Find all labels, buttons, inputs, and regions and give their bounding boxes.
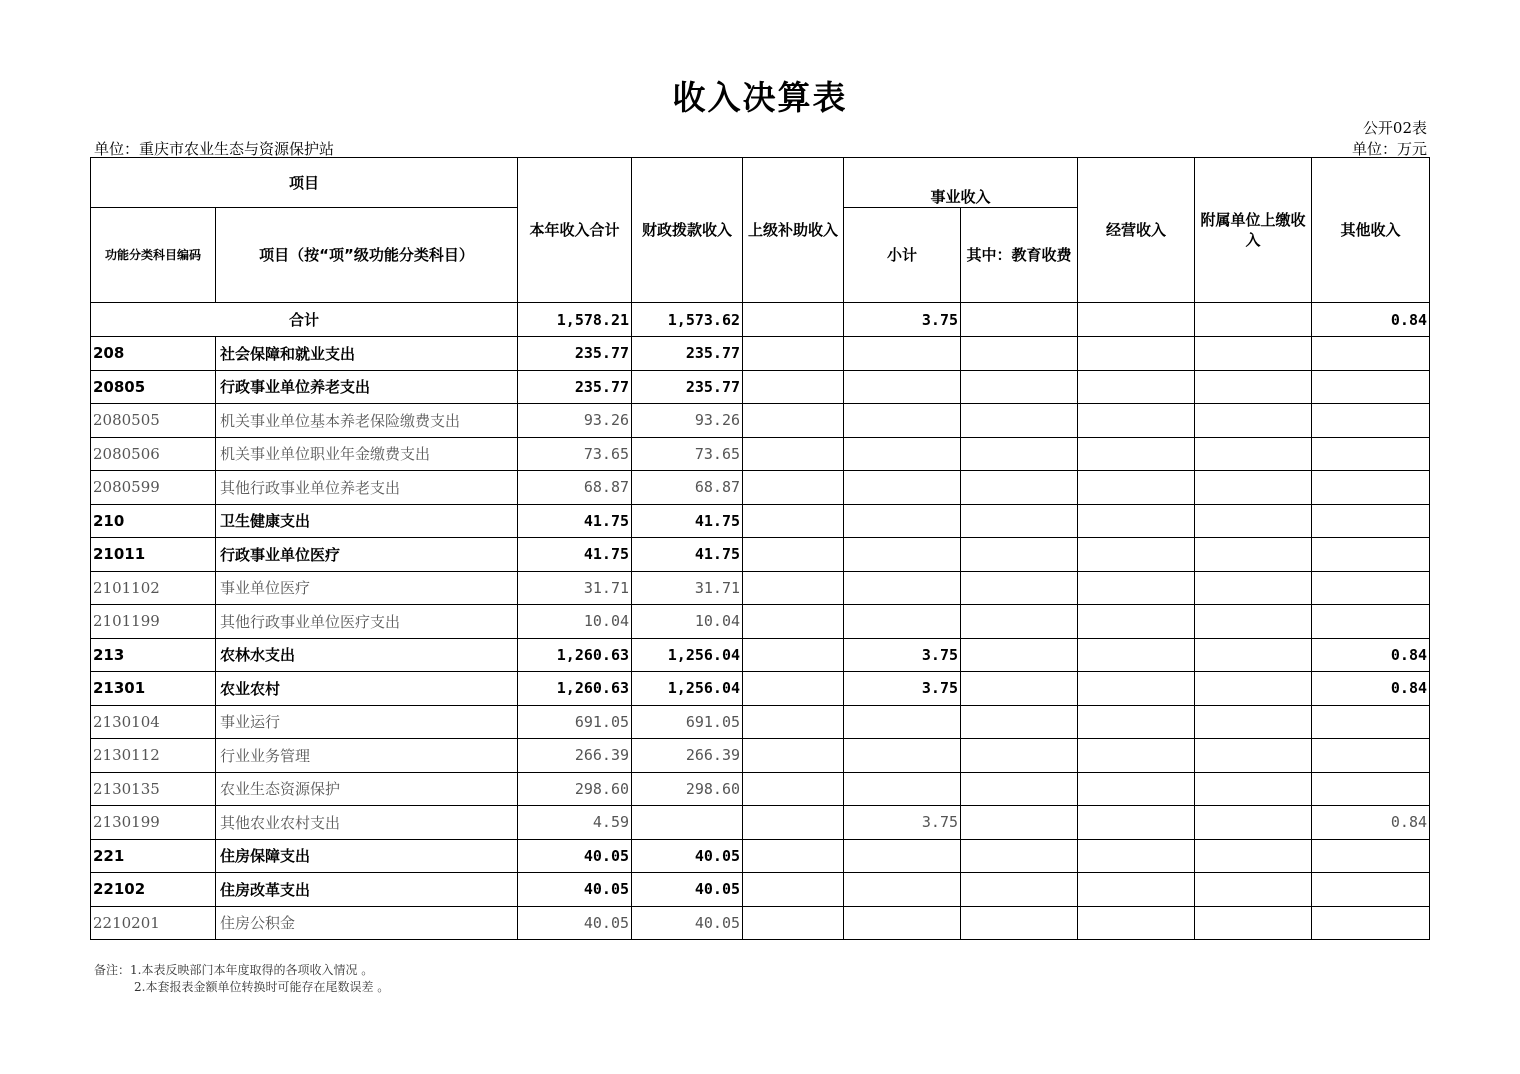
other-cell	[1312, 538, 1430, 572]
table-row	[91, 471, 1430, 505]
table-row	[91, 672, 1430, 706]
name-cell: 行政事业单位医疗	[216, 538, 518, 572]
affiliated-cell	[1195, 337, 1312, 371]
operating-cell	[1078, 672, 1195, 706]
fiscal-cell: 40.05	[632, 873, 743, 907]
name-cell: 农林水支出	[216, 638, 518, 672]
operating-cell	[1078, 504, 1195, 538]
affiliated-cell	[1195, 672, 1312, 706]
fiscal-cell: 10.04	[632, 605, 743, 639]
fiscal-cell: 73.65	[632, 437, 743, 471]
superior-cell	[743, 739, 844, 773]
superior-cell	[743, 538, 844, 572]
education-cell	[961, 370, 1078, 404]
fiscal-cell: 235.77	[632, 370, 743, 404]
header-operating: 经营收入	[1078, 158, 1195, 303]
fiscal-cell: 68.87	[632, 471, 743, 505]
table-row	[91, 504, 1430, 538]
name-cell: 事业运行	[216, 705, 518, 739]
subtotal-cell: 3.75	[844, 806, 961, 840]
code-cell: 2130112	[91, 739, 216, 773]
affiliated-cell	[1195, 739, 1312, 773]
superior-cell	[743, 772, 844, 806]
subtotal-cell	[844, 605, 961, 639]
operating-cell	[1078, 571, 1195, 605]
operating-cell	[1078, 873, 1195, 907]
subtotal-cell	[844, 739, 961, 773]
affiliated-cell	[1195, 839, 1312, 873]
income-table	[90, 157, 1430, 940]
other-cell	[1312, 605, 1430, 639]
affiliated-cell	[1195, 471, 1312, 505]
operating-cell	[1078, 605, 1195, 639]
code-cell: 2130199	[91, 806, 216, 840]
total-cell: 691.05	[518, 705, 632, 739]
page-title: 收入决算表	[672, 78, 848, 117]
name-cell: 农业农村	[216, 672, 518, 706]
other-cell	[1312, 705, 1430, 739]
operating-cell	[1078, 906, 1195, 940]
table-row	[91, 638, 1430, 672]
education-cell	[961, 672, 1078, 706]
fiscal-cell: 31.71	[632, 571, 743, 605]
total-cell: 1,578.21	[518, 303, 632, 337]
name-cell: 其他行政事业单位医疗支出	[216, 605, 518, 639]
subtotal-cell: 3.75	[844, 303, 961, 337]
total-cell: 1,260.63	[518, 672, 632, 706]
education-cell	[961, 437, 1078, 471]
table-row	[91, 873, 1430, 907]
operating-cell	[1078, 705, 1195, 739]
education-cell	[961, 504, 1078, 538]
other-cell	[1312, 504, 1430, 538]
subtotal-cell	[844, 404, 961, 438]
superior-cell	[743, 571, 844, 605]
table-row	[91, 772, 1430, 806]
fiscal-cell: 1,573.62	[632, 303, 743, 337]
code-cell: 213	[91, 638, 216, 672]
total-cell: 10.04	[518, 605, 632, 639]
subtotal-cell	[844, 873, 961, 907]
total-cell: 4.59	[518, 806, 632, 840]
operating-cell	[1078, 638, 1195, 672]
other-cell: 0.84	[1312, 672, 1430, 706]
table-row	[91, 705, 1430, 739]
total-cell: 41.75	[518, 504, 632, 538]
education-cell	[961, 337, 1078, 371]
fiscal-cell: 691.05	[632, 705, 743, 739]
fiscal-cell: 41.75	[632, 538, 743, 572]
operating-cell	[1078, 538, 1195, 572]
subtotal-cell	[844, 471, 961, 505]
other-cell	[1312, 404, 1430, 438]
affiliated-cell	[1195, 504, 1312, 538]
other-cell	[1312, 337, 1430, 371]
header-superior: 上级补助收入	[743, 158, 844, 303]
superior-cell	[743, 705, 844, 739]
table-row	[91, 370, 1430, 404]
table-row	[91, 404, 1430, 438]
other-cell	[1312, 471, 1430, 505]
other-cell	[1312, 739, 1430, 773]
code-cell: 2080506	[91, 437, 216, 471]
affiliated-cell	[1195, 772, 1312, 806]
other-cell	[1312, 571, 1430, 605]
education-cell	[961, 638, 1078, 672]
education-cell	[961, 538, 1078, 572]
operating-cell	[1078, 806, 1195, 840]
total-cell: 41.75	[518, 538, 632, 572]
affiliated-cell	[1195, 638, 1312, 672]
total-cell: 93.26	[518, 404, 632, 438]
superior-cell	[743, 806, 844, 840]
note-line-1: 备注：1.本表反映部门本年度取得的各项收入情况 。	[94, 963, 374, 977]
affiliated-cell	[1195, 538, 1312, 572]
code-cell: 2080599	[91, 471, 216, 505]
total-cell: 31.71	[518, 571, 632, 605]
education-cell	[961, 471, 1078, 505]
form-number: 公开02表	[1362, 119, 1427, 137]
table-row	[91, 437, 1430, 471]
education-cell	[961, 739, 1078, 773]
superior-cell	[743, 504, 844, 538]
name-cell: 住房改革支出	[216, 873, 518, 907]
education-cell	[961, 571, 1078, 605]
name-cell: 卫生健康支出	[216, 504, 518, 538]
education-cell	[961, 705, 1078, 739]
header-name: 项目（按“项”级功能分类科目）	[216, 208, 518, 303]
superior-cell	[743, 303, 844, 337]
table-row	[91, 337, 1430, 371]
superior-cell	[743, 873, 844, 907]
other-cell	[1312, 772, 1430, 806]
education-cell	[961, 873, 1078, 907]
code-cell: 2210201	[91, 906, 216, 940]
education-cell	[961, 772, 1078, 806]
education-cell	[961, 906, 1078, 940]
header-item: 项目	[91, 158, 518, 208]
subtotal-cell: 3.75	[844, 672, 961, 706]
operating-cell	[1078, 839, 1195, 873]
affiliated-cell	[1195, 571, 1312, 605]
unit-currency: 单位：万元	[1351, 140, 1427, 158]
affiliated-cell	[1195, 404, 1312, 438]
code-cell: 208	[91, 337, 216, 371]
subtotal-cell	[844, 772, 961, 806]
total-row	[91, 303, 1430, 337]
affiliated-cell	[1195, 806, 1312, 840]
operating-cell	[1078, 739, 1195, 773]
fiscal-cell: 1,256.04	[632, 672, 743, 706]
total-cell: 40.05	[518, 873, 632, 907]
total-label: 合计	[91, 303, 518, 337]
subtotal-cell	[844, 571, 961, 605]
operating-cell	[1078, 337, 1195, 371]
fiscal-cell: 41.75	[632, 504, 743, 538]
code-cell: 2080505	[91, 404, 216, 438]
operating-cell	[1078, 404, 1195, 438]
total-cell: 40.05	[518, 839, 632, 873]
operating-cell	[1078, 471, 1195, 505]
superior-cell	[743, 672, 844, 706]
code-cell: 2101199	[91, 605, 216, 639]
operating-cell	[1078, 437, 1195, 471]
header-subtotal: 小计	[844, 208, 961, 303]
total-cell: 266.39	[518, 739, 632, 773]
subtotal-cell	[844, 337, 961, 371]
header-total: 本年收入合计	[518, 158, 632, 303]
header-business-income: 事业收入	[844, 158, 1078, 208]
header-other: 其他收入	[1312, 158, 1430, 303]
table-row	[91, 906, 1430, 940]
superior-cell	[743, 437, 844, 471]
fiscal-cell: 298.60	[632, 772, 743, 806]
other-cell: 0.84	[1312, 806, 1430, 840]
affiliated-cell	[1195, 705, 1312, 739]
code-cell: 22102	[91, 873, 216, 907]
affiliated-cell	[1195, 437, 1312, 471]
total-cell: 40.05	[518, 906, 632, 940]
code-cell: 2130135	[91, 772, 216, 806]
name-cell: 其他农业农村支出	[216, 806, 518, 840]
total-cell: 235.77	[518, 337, 632, 371]
affiliated-cell	[1195, 303, 1312, 337]
subtotal-cell	[844, 906, 961, 940]
name-cell: 农业生态资源保护	[216, 772, 518, 806]
code-cell: 221	[91, 839, 216, 873]
subtotal-cell: 3.75	[844, 638, 961, 672]
superior-cell	[743, 839, 844, 873]
name-cell: 社会保障和就业支出	[216, 337, 518, 371]
table-header	[91, 158, 1430, 303]
notes	[94, 962, 389, 996]
total-cell: 68.87	[518, 471, 632, 505]
header-fiscal: 财政拨款收入	[632, 158, 743, 303]
operating-cell	[1078, 303, 1195, 337]
name-cell: 机关事业单位基本养老保险缴费支出	[216, 404, 518, 438]
note-line-2: 2.本套报表金额单位转换时可能存在尾数误差 。	[134, 980, 390, 994]
other-cell	[1312, 370, 1430, 404]
code-cell: 21011	[91, 538, 216, 572]
code-cell: 21301	[91, 672, 216, 706]
name-cell: 其他行政事业单位养老支出	[216, 471, 518, 505]
affiliated-cell	[1195, 370, 1312, 404]
header-education: 其中：教育收费	[961, 208, 1078, 303]
table-row	[91, 739, 1430, 773]
fiscal-cell: 1,256.04	[632, 638, 743, 672]
name-cell: 行政事业单位养老支出	[216, 370, 518, 404]
operating-cell	[1078, 370, 1195, 404]
name-cell: 机关事业单位职业年金缴费支出	[216, 437, 518, 471]
name-cell: 住房公积金	[216, 906, 518, 940]
education-cell	[961, 605, 1078, 639]
subtotal-cell	[844, 370, 961, 404]
fiscal-cell: 266.39	[632, 739, 743, 773]
other-cell	[1312, 873, 1430, 907]
superior-cell	[743, 404, 844, 438]
unit-organization: 单位：重庆市农业生态与资源保护站	[94, 140, 335, 158]
education-cell	[961, 303, 1078, 337]
total-cell: 235.77	[518, 370, 632, 404]
superior-cell	[743, 906, 844, 940]
header-code: 功能分类科目编码	[91, 208, 216, 303]
code-cell: 2130104	[91, 705, 216, 739]
affiliated-cell	[1195, 906, 1312, 940]
fiscal-cell: 235.77	[632, 337, 743, 371]
fiscal-cell: 40.05	[632, 906, 743, 940]
superior-cell	[743, 471, 844, 505]
code-cell: 20805	[91, 370, 216, 404]
total-cell: 73.65	[518, 437, 632, 471]
education-cell	[961, 839, 1078, 873]
name-cell: 事业单位医疗	[216, 571, 518, 605]
affiliated-cell	[1195, 605, 1312, 639]
table-row	[91, 571, 1430, 605]
table-row	[91, 839, 1430, 873]
subtotal-cell	[844, 839, 961, 873]
name-cell: 住房保障支出	[216, 839, 518, 873]
code-cell: 210	[91, 504, 216, 538]
header-affiliated: 附属单位上缴收入	[1195, 158, 1312, 303]
table-body	[91, 303, 1430, 940]
subtotal-cell	[844, 538, 961, 572]
table-row	[91, 605, 1430, 639]
other-cell: 0.84	[1312, 638, 1430, 672]
subtotal-cell	[844, 504, 961, 538]
superior-cell	[743, 638, 844, 672]
subtotal-cell	[844, 437, 961, 471]
education-cell	[961, 404, 1078, 438]
subtotal-cell	[844, 705, 961, 739]
table-row	[91, 538, 1430, 572]
other-cell: 0.84	[1312, 303, 1430, 337]
fiscal-cell: 93.26	[632, 404, 743, 438]
total-cell: 1,260.63	[518, 638, 632, 672]
other-cell	[1312, 437, 1430, 471]
name-cell: 行业业务管理	[216, 739, 518, 773]
affiliated-cell	[1195, 873, 1312, 907]
superior-cell	[743, 337, 844, 371]
education-cell	[961, 806, 1078, 840]
code-cell: 2101102	[91, 571, 216, 605]
other-cell	[1312, 839, 1430, 873]
table-row	[91, 806, 1430, 840]
superior-cell	[743, 370, 844, 404]
superior-cell	[743, 605, 844, 639]
fiscal-cell: 40.05	[632, 839, 743, 873]
operating-cell	[1078, 772, 1195, 806]
other-cell	[1312, 906, 1430, 940]
fiscal-cell	[632, 806, 743, 840]
total-cell: 298.60	[518, 772, 632, 806]
